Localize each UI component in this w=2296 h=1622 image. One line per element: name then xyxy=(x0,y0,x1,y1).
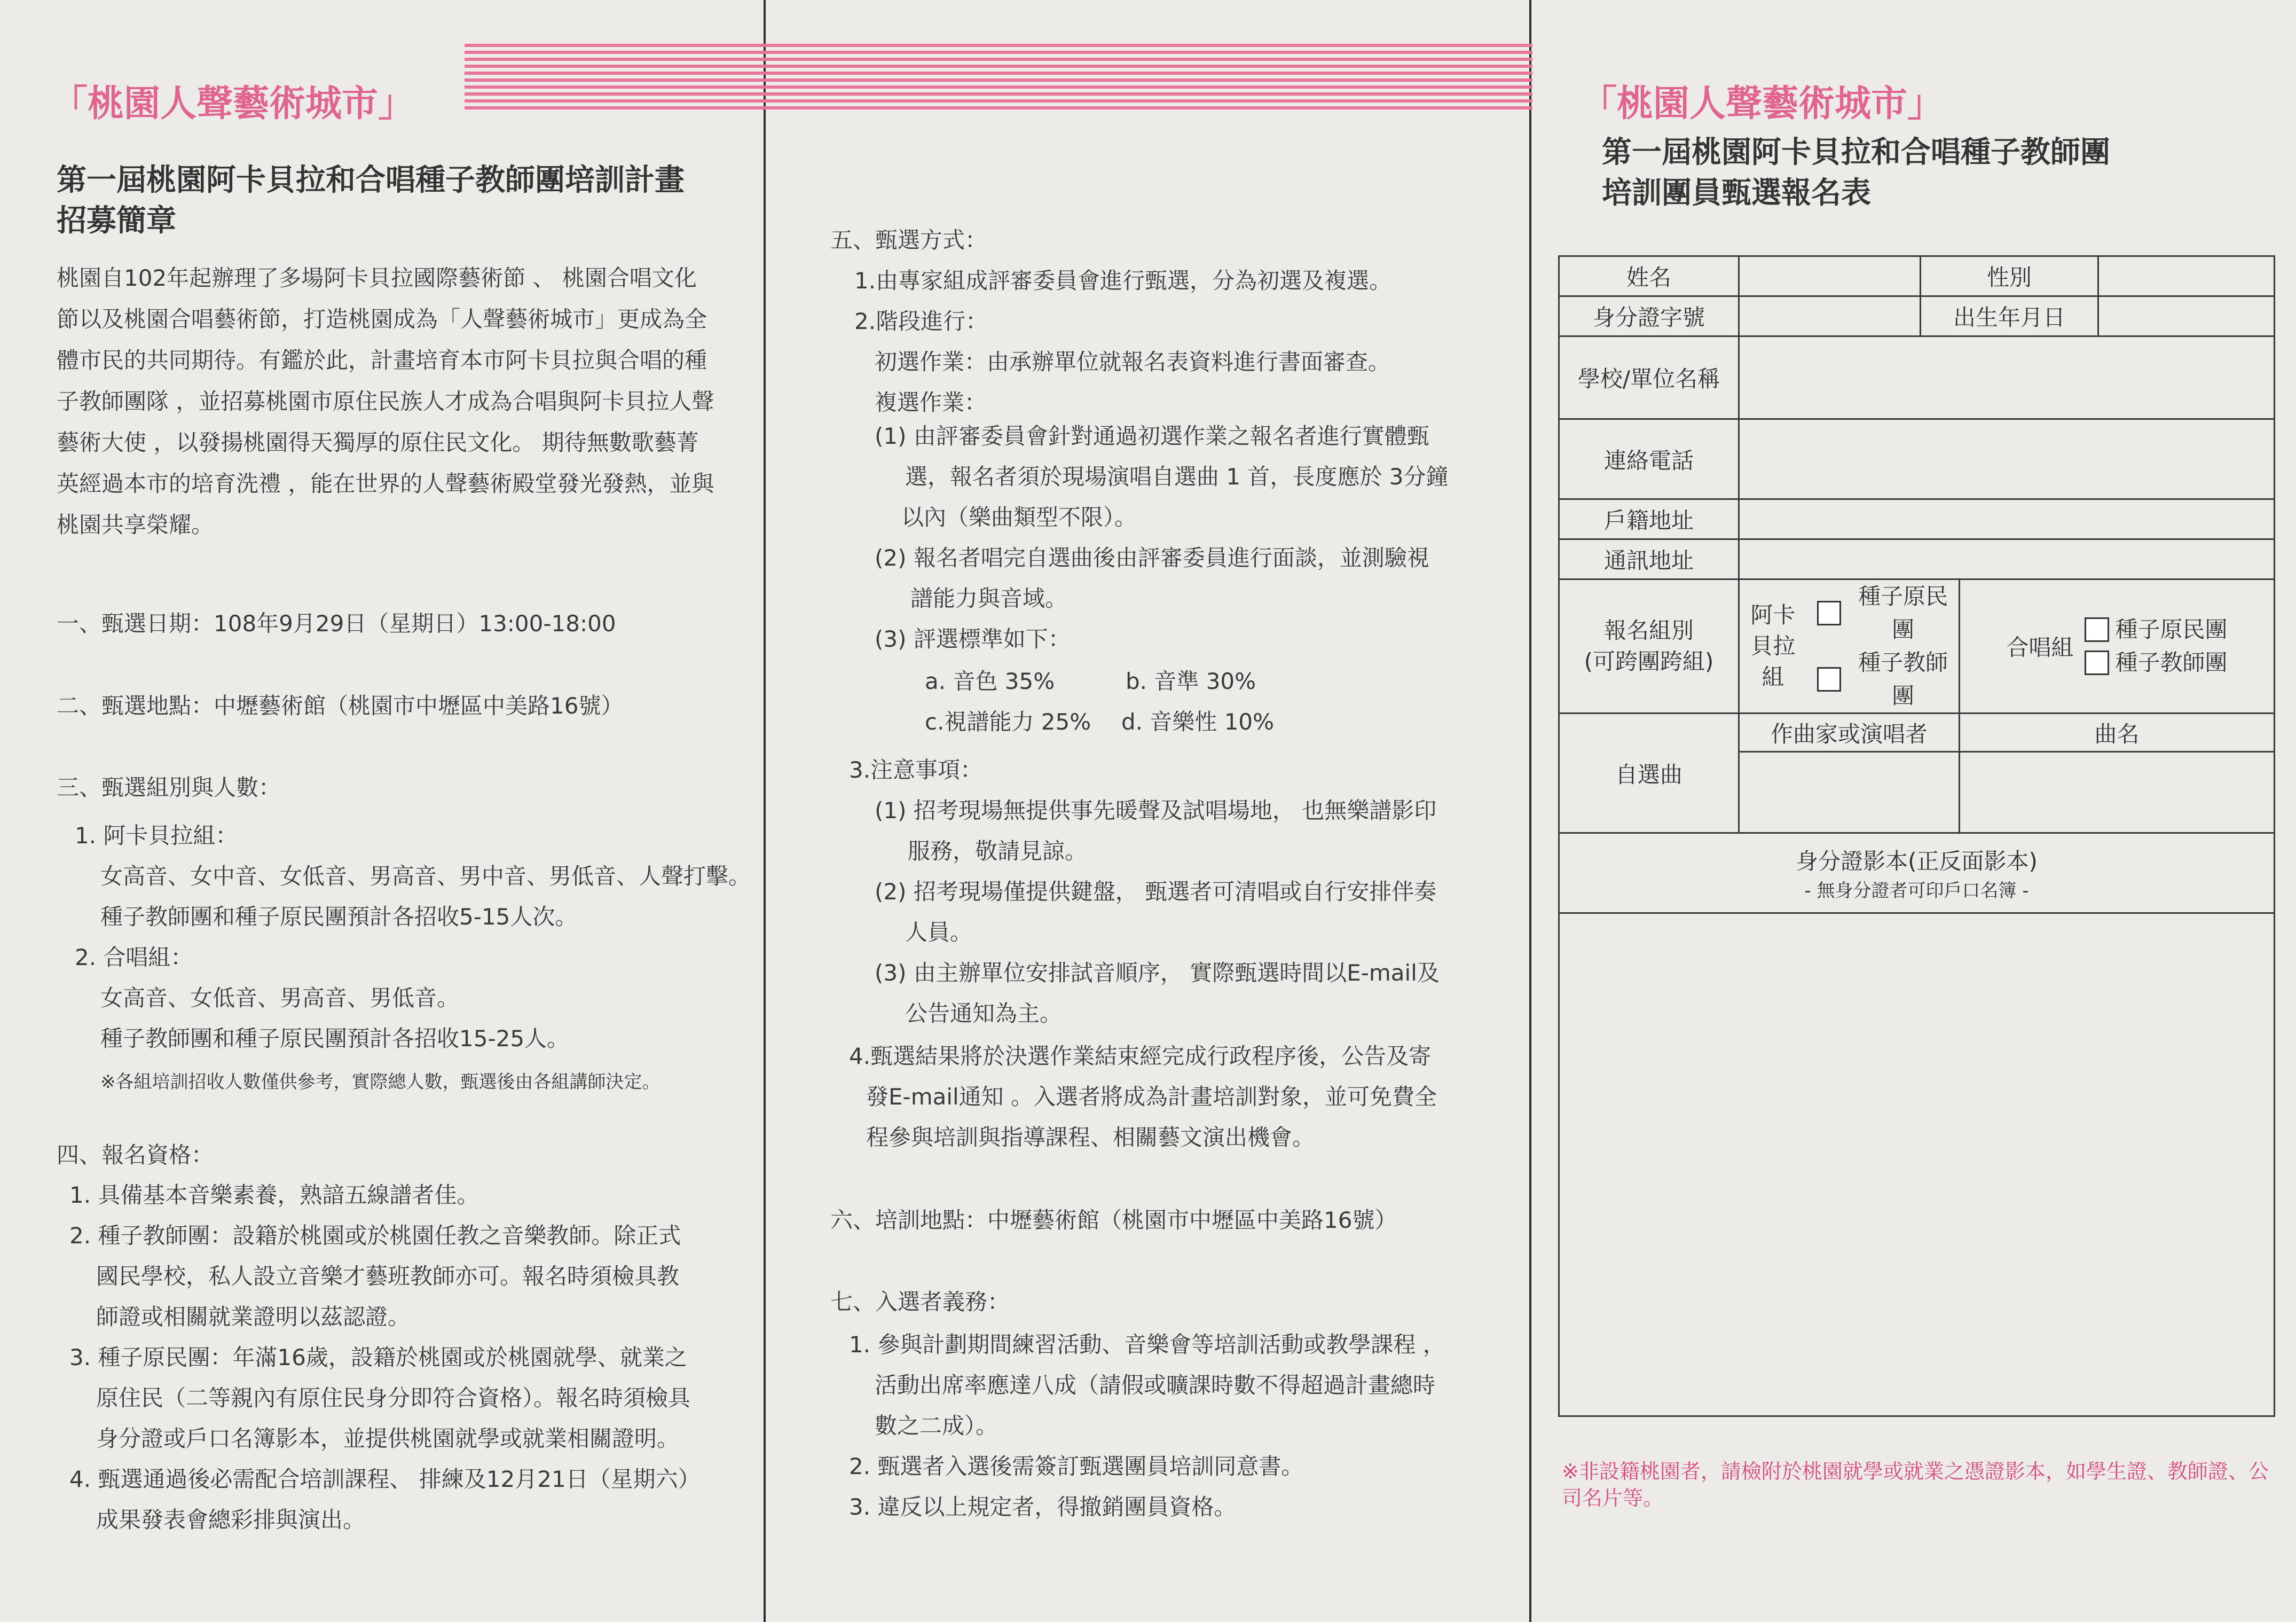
notice-title: 3.注意事項： xyxy=(849,757,983,783)
obligation-1-line-1: 1. 參與計劃期間練習活動、音樂會等培訓活動或教學課程 ， xyxy=(849,1331,1445,1358)
fold-line-left xyxy=(764,0,766,1622)
field-birth-date[interactable] xyxy=(2098,296,2275,336)
label-song-title: 曲名 xyxy=(1960,714,2275,752)
form-title-line-1: 第一屆桃園阿卡貝拉和合唱種子教師團 xyxy=(1602,135,2110,170)
group-choir: 2. 合唱組： xyxy=(75,944,193,970)
brochure-title xyxy=(57,160,751,241)
group-choir-quota: 種子教師團和種子原民團預計各招收15-25人。 xyxy=(100,1025,570,1052)
elig-3-line-2: 原住民（二等親內有原住民身分即符合資格）。報名時須檢具 xyxy=(96,1385,691,1411)
field-school[interactable] xyxy=(1739,336,2275,419)
method-final-2-line-2: 譜能力與音域。 xyxy=(910,585,1068,612)
notice-2-line-1: (2) 招考現場僅提供鍵盤， 甄選者可清唱或自行安排伴奏 xyxy=(875,879,1437,905)
notice-1-line-1: (1) 招考現場無提供事先暖聲及試唱場地， 也無樂譜影印 xyxy=(875,797,1437,824)
section-date: 一、甄選日期：108年9月29日（星期日）13:00-18:00 xyxy=(57,610,616,637)
section-eligibility: 四、報名資格： xyxy=(57,1142,214,1168)
method-final-1-line-3: 以內（樂曲類型不限）。 xyxy=(901,504,1137,530)
notice-3-line-2: 公告通知為主。 xyxy=(905,1000,1063,1027)
group-acappella-voices: 女高音、女中音、女低音、男高音、男中音、男低音、人聲打擊。 xyxy=(100,863,751,889)
label-name: 姓名 xyxy=(1559,256,1739,296)
obligation-1-line-2: 活動出席率應達八成（請假或曠課時數不得超過計畫總時 xyxy=(875,1372,1436,1398)
elig-4-line-1: 4. 甄選通過後必需配合培訓課程、 排練及12月21日（星期六） xyxy=(69,1466,701,1492)
obligation-2: 2. 甄選者入選後需簽訂甄選團員培訓同意書。 xyxy=(849,1453,1304,1479)
option-label: 種子教師團 xyxy=(1858,649,1948,709)
field-name[interactable] xyxy=(1739,256,1921,296)
form-title-line-2: 培訓團員甄選報名表 xyxy=(1602,176,1871,210)
checkbox-icon[interactable] xyxy=(1817,667,1842,692)
elig-2-line-1: 2. 種子教師團：設籍於桃園或於桃園任教之音樂教師。除正式 xyxy=(69,1223,681,1249)
group-note: ※各組培訓招收人數僅供參考，實際總人數，甄選後由各組講師決定。 xyxy=(100,1071,661,1093)
choir-label: 合唱組 xyxy=(2006,634,2074,661)
obligation-1-line-3: 數之二成）。 xyxy=(875,1413,998,1439)
group-choir-voices: 女高音、女低音、男高音、男低音。 xyxy=(100,985,460,1011)
form-title xyxy=(1602,132,2275,214)
brochure-title-line-1: 第一屆桃園阿卡貝拉和合唱種子教師團培訓計畫 xyxy=(57,163,685,198)
choir-teacher-option[interactable] xyxy=(2085,646,2228,679)
intro-paragraph: 桃園自102年起辦理了多場阿卡貝拉國際藝術節 、 桃園合唱文化節以及桃園合唱藝術節，打造桃園成為「人聲藝術城市」更成為全體市民的共同期待。有鑑於此，計畫培育本市阿卡貝拉與合唱的種子教師團隊 ，並招募桃園市原住民族人才成為合唱與阿卡貝拉人聲藝術大使 ，以發揚桃園得天獨厚的原住民文化。 期待無數歌藝菁英經過本市的培育洗禮 ，能在世界的人聲藝術殿堂發光發熱，並與桃園共享榮耀。 xyxy=(57,265,714,538)
acappella-native-option[interactable] xyxy=(1817,580,1959,646)
label-self-selected-song: 自選曲 xyxy=(1559,714,1739,833)
method-final-3: (3) 評選標準如下： xyxy=(875,626,1071,652)
field-song-title[interactable] xyxy=(1960,752,2275,833)
obligation-3: 3. 違反以上規定者，得撤銷團員資格。 xyxy=(849,1494,1237,1520)
elig-4-line-2: 成果發表會總彩排與演出。 xyxy=(96,1507,366,1533)
decorative-stripes xyxy=(465,44,1532,113)
section-obligations: 七、入選者義務： xyxy=(830,1289,1010,1315)
elig-3-line-1: 3. 種子原民團：年滿16歲，設籍於桃園或於桃園就學、就業之 xyxy=(69,1344,687,1370)
group-acappella-options xyxy=(1739,579,1960,714)
label-birth-date: 出生年月日 xyxy=(1921,296,2098,336)
label-id-number: 身分證字號 xyxy=(1559,296,1739,336)
elig-2-line-3: 師證或相關就業證明以茲認證。 xyxy=(96,1304,411,1330)
criteria-timbre: a. 音色 35% xyxy=(925,668,1055,694)
result-line-3: 程參與培訓與指導課程、相關藝文演出機會。 xyxy=(866,1124,1315,1150)
result-line-1: 4.甄選結果將於決選作業結束經完成行政程序後，公告及寄 xyxy=(849,1043,1432,1069)
id-copy-attach-area[interactable] xyxy=(1559,913,2275,1416)
id-copy-note: - 無身分證者可印戶口名簿 - xyxy=(1804,880,2029,902)
method-2: 2.階段進行： xyxy=(854,308,988,334)
method-final-2-line-1: (2) 報名者唱完自選曲後由評審委員進行面談，並測驗視 xyxy=(875,545,1429,571)
notice-2-line-2: 人員。 xyxy=(905,919,973,945)
acappella-label-line-2: 貝拉組 xyxy=(1750,633,1796,690)
acappella-teacher-option[interactable] xyxy=(1817,646,1959,712)
option-label: 種子原民團 xyxy=(2115,616,2228,642)
non-resident-note: ※非設籍桃園者，請檢附於桃園就學或就業之憑證影本，如學生證、教師證、公司名片等。 xyxy=(1562,1460,2269,1510)
id-copy-label: 身分證影本(正反面影本) xyxy=(1796,848,2038,874)
acappella-label xyxy=(1740,600,1806,693)
checkbox-icon[interactable] xyxy=(1817,601,1842,625)
elig-3-line-3: 身分證或戶口名簿影本，並提供桃園就學或就業相關證明。 xyxy=(96,1425,680,1452)
method-final: 複選作業： xyxy=(875,389,987,416)
checkbox-icon[interactable] xyxy=(2085,617,2109,642)
notice-1-line-2: 服務，敬請見諒。 xyxy=(908,838,1088,864)
group-acappella-quota: 種子教師團和種子原民團預計各招收5-15人次。 xyxy=(100,904,578,930)
label-composer: 作曲家或演唱者 xyxy=(1739,714,1960,752)
field-id-number[interactable] xyxy=(1739,296,1921,336)
section-groups: 三、甄選組別與人數： xyxy=(57,774,281,801)
group-acappella: 1. 阿卡貝拉組： xyxy=(75,822,238,849)
method-1: 1.由專家組成評審委員會進行甄選，分為初選及複選。 xyxy=(854,268,1392,294)
label-group-line-1: 報名組別 xyxy=(1603,617,1694,644)
fold-line-right xyxy=(1529,0,1531,1622)
label-registered-address: 戶籍地址 xyxy=(1559,499,1739,539)
brand-title-right: 「桃園人聲藝術城市」 xyxy=(1581,83,1944,125)
label-school: 學校/單位名稱 xyxy=(1559,336,1739,419)
field-registered-address[interactable] xyxy=(1739,499,2275,539)
criteria-pitch: b. 音準 30% xyxy=(1126,668,1256,694)
brand-title-left: 「桃園人聲藝術城市」 xyxy=(51,83,415,125)
criteria-musicality: d. 音樂性 10% xyxy=(1121,709,1275,735)
method-prelim: 初選作業：由承辦單位就報名表資料進行書面審查。 xyxy=(875,349,1391,375)
option-label: 種子原民團 xyxy=(1858,583,1948,642)
label-phone: 連絡電話 xyxy=(1559,419,1739,499)
section-method: 五、甄選方式： xyxy=(830,227,988,253)
group-choir-options xyxy=(1960,579,2275,714)
option-label: 種子教師團 xyxy=(2115,649,2228,676)
label-group-line-2: (可跨團跨組) xyxy=(1584,648,1714,675)
result-line-2: 發E-mail通知 。入選者將成為計畫培訓對象，並可免費全 xyxy=(866,1084,1437,1110)
id-copy-header xyxy=(1559,833,2275,913)
field-gender[interactable] xyxy=(2098,256,2275,296)
elig-1: 1. 具備基本音樂素養，熟諳五線譜者佳。 xyxy=(69,1182,479,1208)
notice-3-line-1: (3) 由主辦單位安排試音順序， 實際甄選時間以E-mail及 xyxy=(875,960,1440,986)
elig-2-line-2: 國民學校，私人設立音樂才藝班教師亦可。報名時須檢具教 xyxy=(96,1263,680,1289)
label-group xyxy=(1559,579,1739,714)
criteria-sight-reading: c.視譜能力 25% xyxy=(925,709,1091,735)
method-final-1-line-2: 選，報名者須於現場演唱自選曲 1 首，長度應於 3分鐘 xyxy=(905,464,1449,490)
label-mailing-address: 通訊地址 xyxy=(1559,539,1739,579)
section-venue: 二、甄選地點：中壢藝術館（桃園市中壢區中美路16號） xyxy=(57,693,624,719)
registration-form xyxy=(1558,255,2275,1417)
field-composer[interactable] xyxy=(1739,752,1960,833)
acappella-label-line-1: 阿卡 xyxy=(1750,602,1796,628)
checkbox-icon[interactable] xyxy=(2085,651,2109,675)
section-training-venue: 六、培訓地點：中壢藝術館（桃園市中壢區中美路16號） xyxy=(830,1207,1397,1233)
method-final-1-line-1: (1) 由評審委員會針對通過初選作業之報名者進行實體甄 xyxy=(875,423,1429,449)
field-mailing-address[interactable] xyxy=(1739,539,2275,579)
label-gender: 性別 xyxy=(1921,256,2098,296)
field-phone[interactable] xyxy=(1739,419,2275,499)
brochure-title-line-2: 招募簡章 xyxy=(57,203,176,238)
choir-native-option[interactable] xyxy=(2085,613,2228,646)
